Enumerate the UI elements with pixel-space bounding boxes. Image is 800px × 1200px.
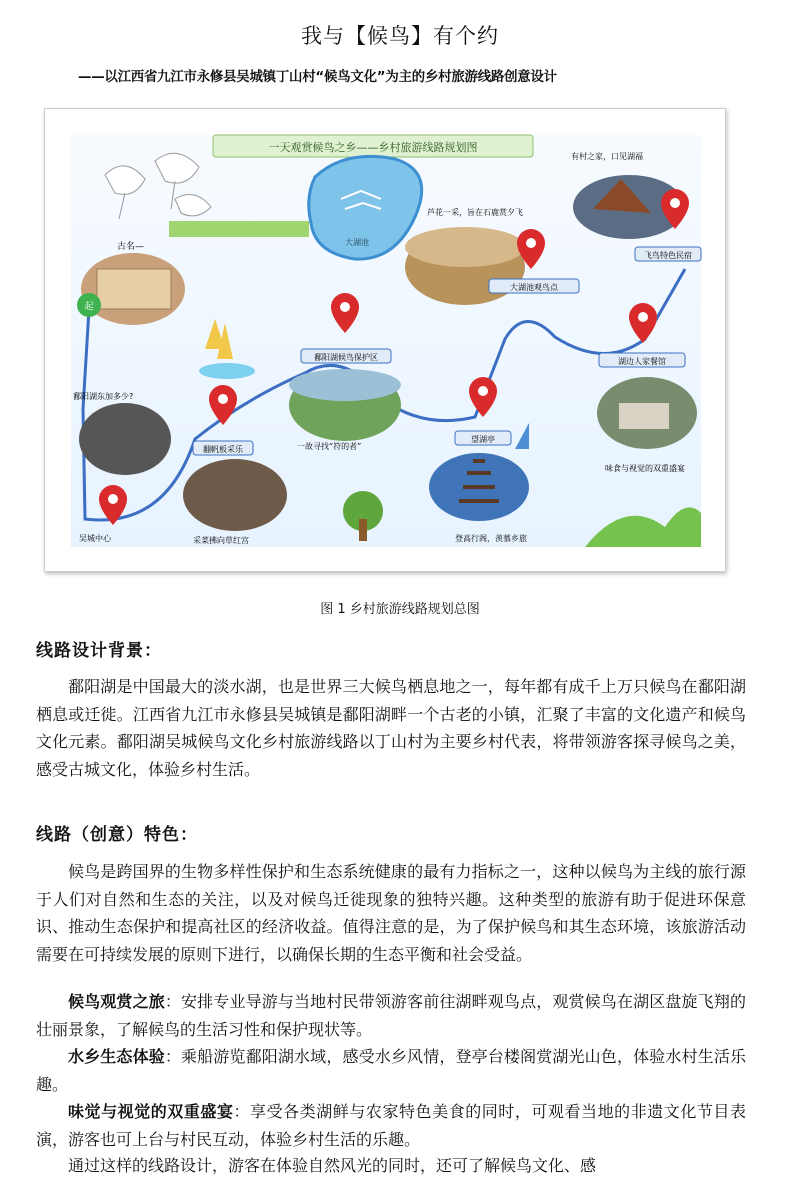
start-label: 起 — [84, 302, 94, 312]
stop-label-s2: 翻帆板采乐 — [203, 445, 243, 454]
top-left-note: 古名— — [117, 242, 145, 252]
features-paragraph: 候鸟是跨国界的生物多样性保护和生态系统健康的最有力指标之一，这种以候鸟为主线的旅行源于人们对自然和生态的关注，以及对候鸟迁徙现象的独特兴趣。这种类型的旅游有助于促进环保意识、推动生态保护和提高社区的经济收益。值得注意的是，为了保护候鸟和其生态环境，该旅游活动需要在可持续发展的原则下进行，以确保长期的生态平衡和社会受益。 — [36, 862, 746, 964]
document-subtitle: ——以江西省九江市永修县吴城镇丁山村“候鸟文化”为主的乡村旅游线路创意设计 — [78, 70, 557, 85]
feature-label-feast: 味觉与视觉的双重盛宴 — [68, 1102, 234, 1121]
reed-note: 芦花一采，旨在石鹿赏夕飞 — [427, 208, 523, 217]
stop-label-s4: 望湖亭 — [471, 435, 495, 444]
feature-text-water-village: ：乘船游览鄱阳湖水域，感受水乡风情，登亭台楼阁赏湖光山色，体验水村生活乐趣。 — [36, 1047, 746, 1094]
stop-label-s7: 飞鸟特色民宿 — [644, 251, 692, 260]
bridge-note: 采菜拂向草红宫 — [193, 536, 249, 545]
feature-label-birdwatching: 候鸟观赏之旅 — [68, 992, 165, 1011]
stop-label-s1: 吴城中心 — [79, 534, 111, 543]
map-banner-text: 一天观赏候鸟之乡——乡村旅游线路规划图 — [268, 141, 478, 154]
bridge-photo — [183, 459, 287, 531]
feature-text-feast: ：享受各类湖鲜与农家特色美食的同时，可观看当地的非遗文化节目表演，游客也可上台与村民互动，体验乡村生活的乐趣。 — [36, 1102, 746, 1149]
feature-item-water-village — [36, 1043, 746, 1098]
wetland-note: 一故寻找“符的者” — [297, 442, 362, 451]
wheel-photo — [79, 403, 171, 475]
feature-label-water-village: 水乡生态体验 — [68, 1047, 165, 1066]
section-heading-background: 线路设计背景： — [36, 641, 162, 661]
route-map-figure — [44, 108, 726, 572]
figure-caption: 图 1 乡村旅游线路规划总图 — [320, 602, 480, 617]
feature-item-birdwatching — [36, 988, 746, 1043]
closing-paragraph: 通过这样的线路设计，游客在体验自然风光的同时，还可了解候鸟文化、感 — [68, 1156, 597, 1175]
lake-label: 大湖池 — [345, 238, 369, 247]
top-right-note: 有村之家，口见湖福 — [571, 152, 643, 161]
section-heading-features: 线路（创意）特色： — [36, 825, 198, 845]
question-note: 鄱阳湖东加多少? — [73, 392, 134, 401]
grass-strip — [169, 221, 309, 237]
farmhouse-note: 味食与视觉的双重盛宴 — [605, 464, 685, 473]
stop-label-s6: 湖边人家餐馆 — [618, 357, 666, 366]
feature-item-feast — [36, 1098, 746, 1153]
feature-text-birdwatching: ：安排专业导游与当地村民带领游客前往湖畔观鸟点，观赏候鸟在湖区盘旋飞翔的壮丽景象，了解候鸟的生活习性和保护现状等。 — [36, 992, 746, 1039]
stop-label-s5: 大湖池观鸟点 — [510, 283, 558, 292]
document-title: 我与【候鸟】有个约 — [301, 24, 499, 48]
background-paragraph: 鄱阳湖是中国最大的淡水湖，也是世界三大候鸟栖息地之一，每年都有成千上万只候鸟在鄱阳湖栖息或迁徙。江西省九江市永修县吴城镇是鄱阳湖畔一个古老的小镇，汇聚了丰富的文化遗产和候鸟文化元素。鄱阳湖吴城候鸟文化乡村旅游线路以丁山村为主要乡村代表，将带领游客探寻候鸟之美，感受古城文化，体验乡村生活。 — [36, 677, 746, 779]
stop-label-s3: 鄱阳湖候鸟保护区 — [314, 353, 378, 362]
route-map — [45, 109, 725, 571]
pagoda-note: 登高行阁，羡慕乡旅 — [455, 534, 527, 543]
